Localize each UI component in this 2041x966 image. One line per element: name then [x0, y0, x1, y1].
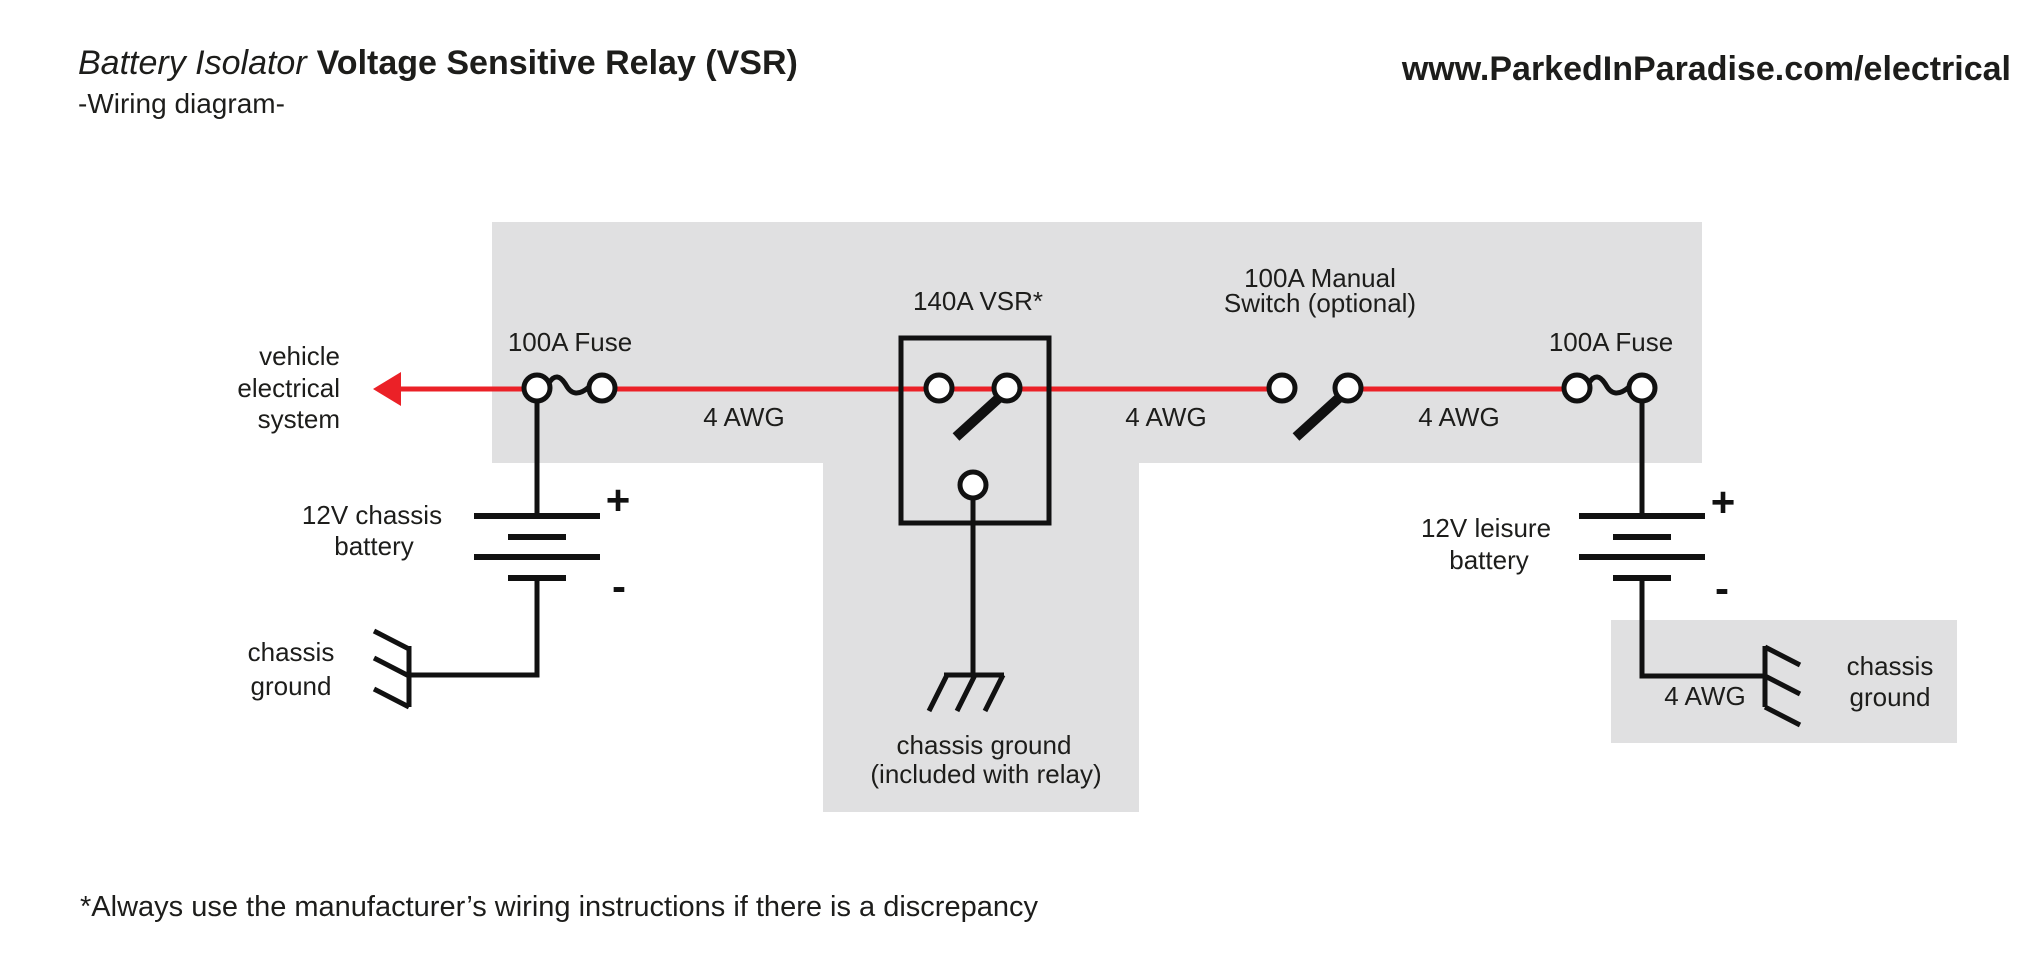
left-fuse-label: 100A Fuse: [507, 327, 633, 357]
manual-switch-terminal-right: [1335, 375, 1361, 401]
vehicle-system-arrowhead: [373, 372, 401, 406]
left-ground-label-line2: ground: [250, 671, 332, 701]
right-fuse-terminal-right: [1629, 375, 1655, 401]
website-url: www.ParkedInParadise.com/electrical: [1401, 50, 2011, 88]
chassis-battery-label-line2: battery: [334, 531, 414, 561]
manual-switch-terminal-left: [1269, 375, 1295, 401]
center-ground-label-line2: (included with relay): [870, 759, 1102, 789]
leisure-battery-negative-sign: -: [1715, 564, 1729, 612]
vehicle-system-label-line3: system: [257, 404, 340, 434]
vehicle-system-label-line2: electrical: [237, 373, 340, 403]
right-fuse-terminal-left: [1564, 375, 1590, 401]
manual-switch-label-line1: 100A Manual: [1244, 263, 1396, 293]
right-ground-label-line1: chassis: [1846, 651, 1934, 681]
left-fuse-terminal-left: [524, 375, 550, 401]
left-chassis-ground-symbol: [374, 631, 409, 707]
chassis-battery-label-line1: 12V chassis: [301, 500, 443, 530]
ground-tooth: [374, 689, 409, 707]
vsr-terminal-left: [926, 375, 952, 401]
vsr-label: 140A VSR*: [912, 286, 1044, 316]
wire-chassis-battery-to-ground: [409, 577, 537, 675]
vehicle-system-label-line1: vehicle: [259, 341, 340, 371]
footnote: *Always use the manufacturer’s wiring instructions if there is a discrepancy: [80, 891, 1038, 923]
chassis-battery-negative-sign: -: [612, 562, 626, 610]
wire-gauge-label-4: 4 AWG: [1664, 681, 1746, 711]
wire-gauge-label-3: 4 AWG: [1418, 402, 1500, 432]
leisure-battery-label-line1: 12V leisure: [1420, 513, 1552, 543]
right-fuse-label: 100A Fuse: [1548, 327, 1674, 357]
highlight-band: [492, 222, 1702, 463]
page-subtitle: -Wiring diagram-: [78, 88, 285, 119]
page-title-bold: Voltage Sensitive Relay (VSR): [316, 44, 798, 82]
left-ground-label-line1: chassis: [247, 637, 335, 667]
ground-tooth: [374, 658, 409, 676]
left-fuse-terminal-right: [589, 375, 615, 401]
ground-tooth: [374, 631, 409, 649]
vsr-terminal-ground: [960, 472, 986, 498]
wire-gauge-label-1: 4 AWG: [703, 402, 785, 432]
page-title-italic: Battery Isolator: [78, 44, 307, 82]
leisure-battery-label-line2: battery: [1449, 545, 1529, 575]
leisure-battery-symbol: [1579, 479, 1735, 612]
leisure-battery-positive-sign: +: [1710, 478, 1736, 526]
vsr-terminal-right: [994, 375, 1020, 401]
wire-gauge-label-2: 4 AWG: [1125, 402, 1207, 432]
center-ground-label-line1: chassis ground: [896, 730, 1072, 760]
right-ground-label-line2: ground: [1849, 682, 1931, 712]
chassis-battery-symbol: [474, 477, 630, 610]
chassis-battery-positive-sign: +: [605, 476, 631, 524]
manual-switch-label-line2: Switch (optional): [1223, 288, 1417, 318]
